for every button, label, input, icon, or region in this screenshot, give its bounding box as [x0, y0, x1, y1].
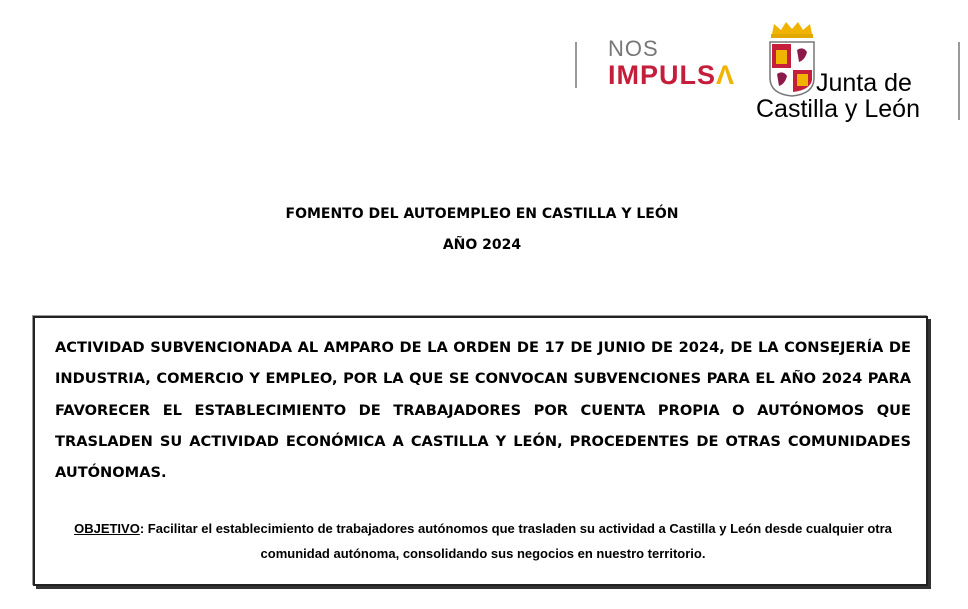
document-year: AÑO 2024	[442, 237, 522, 253]
logo-impulsa-text: IMPULS	[608, 60, 717, 90]
header-divider-left	[575, 42, 577, 88]
logo-junta-line1: Junta de	[816, 69, 912, 97]
logo-impulsa	[608, 61, 735, 89]
subsidy-notice-text: ACTIVIDAD SUBVENCIONADA AL AMPARO DE LA ORDEN DE 17 DE JUNIO DE 2024, DE LA CONSEJERÍA DE INDUSTRIA, COMERCIO Y EMPLEO, POR LA QUE SE CONVOCAN SUBVENCIONES PARA EL AÑO 2024 PARA FAVORECER EL ESTABLECIMIENTO DE TRABAJADORES POR CUENTA PROPIA O AUTÓNOMOS QUE TRASLADEN SU ACTIVIDAD ECONÓMICA A CASTILLA Y LEÓN, PROCEDENTES DE OTRAS COMUNIDADES AUTÓNOMAS.	[55, 339, 911, 482]
document-title: FOMENTO DEL AUTOEMPLEO EN CASTILLA Y LEÓN	[285, 206, 679, 222]
header-divider-right	[958, 42, 960, 120]
objective-paragraph	[55, 516, 911, 566]
objective-text: : Facilitar el establecimiento de trabajadores autónomos que trasladen su actividad a Castilla y León desde cualquier otra comunidad autónoma, consolidando sus negocios en nuestro territorio.	[139, 521, 892, 561]
castilla-leon-crest-icon	[766, 20, 818, 98]
subsidy-notice-box	[33, 316, 928, 586]
logo-nos: NOS	[608, 36, 659, 61]
logo-junta-line2: Castilla y León	[756, 95, 920, 123]
objective-label: OBJETIVO	[74, 521, 140, 536]
logo-impulsa-accent: Λ	[716, 60, 736, 90]
